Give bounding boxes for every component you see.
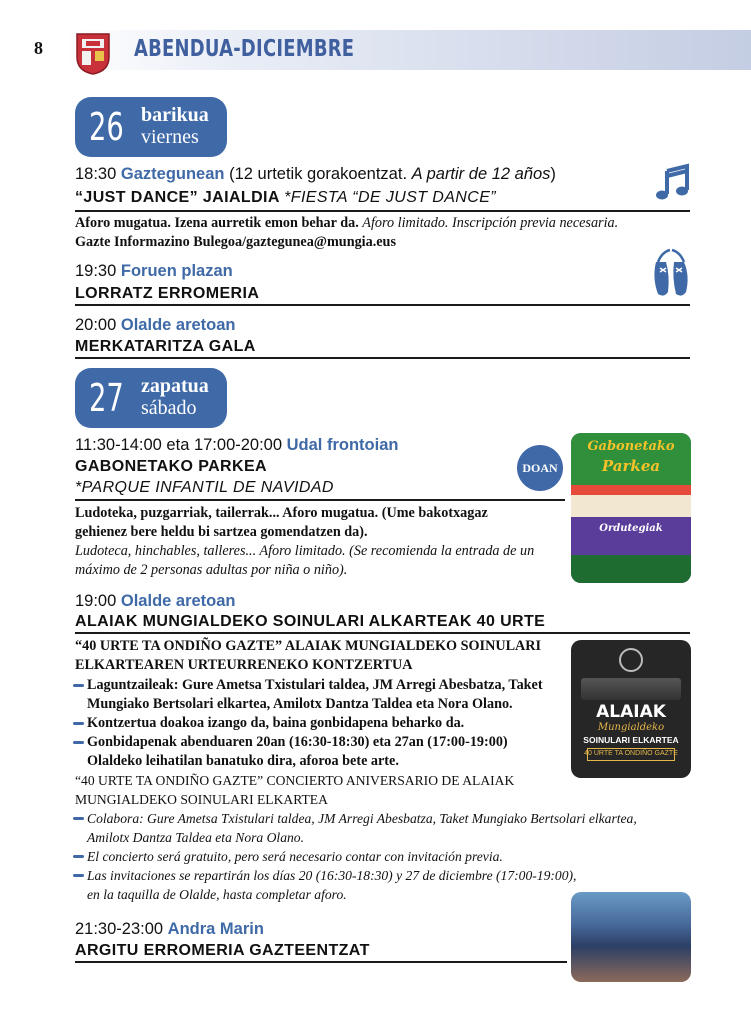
- bullet-text: [87, 847, 503, 866]
- page-number: 8: [34, 38, 43, 58]
- bullet-text: [87, 733, 508, 752]
- music-note-icon: [653, 163, 693, 203]
- day-badge-26: [75, 97, 227, 157]
- event-note: [75, 214, 618, 233]
- desc-es-line: [75, 542, 534, 561]
- event-title: [75, 189, 496, 207]
- alaiak-concert-poster: [571, 640, 691, 778]
- bullet-marker: [73, 684, 84, 687]
- event-time: 18:30: [75, 165, 117, 183]
- weekday-es: sábado: [141, 397, 197, 419]
- age-note-close: ): [550, 165, 556, 183]
- bullet-text-es: Colabora: Gure Ametsa Txistulari taldea, JM Arregi Abesbatza, Taket Mungiako Bertsolari elkartea,: [87, 811, 637, 826]
- event-place: Foruen plazan: [120, 262, 233, 280]
- event-title-eu: “JUST DANCE” JAIALDIA: [75, 189, 280, 206]
- event-title-es: *PARQUE INFANTIL DE NAVIDAD: [75, 479, 334, 496]
- event-time-line: [75, 592, 236, 611]
- free-badge: DOAN: [517, 445, 563, 491]
- event-title: LORRATZ ERROMERIA: [75, 285, 260, 302]
- event-time: 11:30-14:00 eta 17:00-20:00: [75, 436, 283, 454]
- event-time-line: [75, 316, 236, 335]
- poster-tag: 40 URTE TA ONDIÑO GAZTE: [584, 750, 678, 757]
- bullet-text: [87, 676, 543, 695]
- day-number: 27: [89, 376, 124, 420]
- town-crest-icon: [74, 31, 112, 75]
- christmas-park-poster: [571, 433, 691, 583]
- event-time-line: [75, 262, 233, 281]
- bullet-text: [87, 695, 513, 714]
- contact-text: Gazte Informazino Bulegoa/gaztegunea@mungia.eus: [75, 234, 396, 250]
- concert-heading-es: “40 URTE TA ONDIÑO GAZTE” CONCIERTO ANIVERSARIO DE ALAIAK: [75, 773, 515, 788]
- day-badge-27: [75, 368, 227, 428]
- bullet-text: [87, 885, 347, 904]
- event-time-line: [75, 165, 556, 184]
- poster-title: ALAIAK: [596, 702, 666, 722]
- note-eu: Aforo mugatua. Izena aurretik emon behar da.: [75, 215, 359, 231]
- event-time-line: [75, 436, 398, 455]
- weekday-eu: barikua: [141, 104, 209, 126]
- bullet-marker: [73, 855, 84, 858]
- note-es: Aforo limitado. Inscripción previa necesaria.: [362, 215, 619, 231]
- concert-heading-eu: [75, 656, 412, 675]
- concert-heading-es: MUNGIALDEKO SOINULARI ELKARTEA: [75, 792, 328, 807]
- bullet-text-es: El concierto será gratuito, pero será necesario contar con invitación previa.: [87, 849, 503, 864]
- bullet-marker: [73, 874, 84, 877]
- bullet-marker: [73, 722, 84, 725]
- bullet-text: [87, 714, 464, 733]
- divider: [75, 961, 567, 963]
- poster-subtitle: Ordutegiak: [599, 523, 663, 534]
- event-time: 20:00: [75, 316, 117, 334]
- day-number: 26: [89, 105, 124, 149]
- poster-subtitle: SOINULARI ELKARTEA: [583, 735, 679, 745]
- poster-emblem-icon: [619, 648, 643, 672]
- event-title: ALAIAK MUNGIALDEKO SOINULARI ALKARTEAK 40 URTE: [75, 613, 546, 630]
- bullet-text-eu: Laguntzaileak: Gure Ametsa Txistulari taldea, JM Arregi Abesbatza, Taket: [87, 677, 543, 693]
- bullet-text-eu: Kontzertua doakoa izango da, baina gonbidapena beharko da.: [87, 715, 465, 731]
- heading-text: ELKARTEAREN URTEURRENEKO KONTZERTUA: [75, 657, 413, 673]
- desc-eu-line: [75, 504, 488, 523]
- desc-es-text: Ludoteca, hinchables, talleres... Aforo limitado. (Se recomienda la entrada de un: [75, 543, 535, 559]
- bullet-text: [87, 866, 576, 885]
- event-place: Udal frontoian: [286, 436, 399, 454]
- divider: [75, 210, 690, 212]
- age-note: (12 urtetik gorakoentzat.: [229, 165, 412, 183]
- heading-text: “40 URTE TA ONDIÑO GAZTE” ALAIAK MUNGIALDEKO SOINULARI: [75, 638, 542, 654]
- bullet-text: [87, 828, 304, 847]
- event-contact: [75, 233, 396, 252]
- bullet-text-eu: Olaldeko leihatilan banatuko dira, aforoa bete arte.: [87, 753, 399, 769]
- weekday-es: viernes: [141, 126, 199, 148]
- poster-title: Gabonetako: [587, 439, 675, 454]
- divider: [75, 304, 690, 306]
- age-note-es: A partir de 12 años: [411, 165, 551, 183]
- weekday-eu: zapatua: [141, 375, 209, 397]
- event-title: MERKATARITZA GALA: [75, 338, 256, 355]
- bullet-text: [87, 809, 637, 828]
- event-title: GABONETAKO PARKEA: [75, 458, 267, 475]
- month-title: ABENDUA-DICIEMBRE: [134, 36, 355, 62]
- divider: [75, 632, 690, 634]
- event-place: Olalde aretoan: [120, 592, 236, 610]
- bullet-text-eu: Gonbidapenak abenduaren 20an (16:30-18:30) eta 27an (17:00-19:00): [87, 734, 508, 750]
- event-time: 21:30-23:00: [75, 920, 164, 938]
- crowd-photo: [571, 892, 691, 982]
- event-place: Olalde aretoan: [120, 316, 236, 334]
- event-time: 19:30: [75, 262, 117, 280]
- desc-es-text: máximo de 2 personas adultas por niña o niño).: [75, 562, 348, 578]
- bullet-text-es: Amilotx Dantza Taldea eta Nora Olano.: [87, 830, 305, 845]
- poster-title: Parkea: [601, 457, 661, 475]
- divider: [75, 499, 565, 501]
- bullet-text-es: en la taquilla de Olalde, hasta completar aforo.: [87, 887, 347, 902]
- poster-photo: [581, 678, 681, 700]
- poster-script: Mungialdeko: [597, 722, 665, 733]
- bullet-text-es: Las invitaciones se repartirán los días 20 (16:30-18:30) y 27 de diciembre (17:00-19:00),: [87, 868, 577, 883]
- event-time: 19:00: [75, 592, 117, 610]
- desc-eu-text: gehienez bere heldu bi sartzea gomendatzen da).: [75, 524, 368, 540]
- event-place: Gaztegunean: [120, 165, 225, 183]
- divider: [75, 357, 690, 359]
- event-title-es: *FIESTA “DE JUST DANCE”: [284, 189, 497, 206]
- bullet-text-eu: Mungiako Bertsolari elkartea, Amilotx Dantza Taldea eta Nora Olano.: [87, 696, 513, 712]
- desc-eu-text: Ludoteka, puzgarriak, tailerrak... Aforo mugatua. (Ume bakotxagaz: [75, 505, 488, 521]
- event-place: Andra Marin: [167, 920, 264, 938]
- bullet-text: [87, 752, 399, 771]
- event-title: ARGITU ERROMERIA GAZTEENTZAT: [75, 942, 370, 959]
- bullet-marker: [73, 741, 84, 744]
- desc-eu-line: [75, 523, 368, 542]
- dance-shoes-icon: [648, 248, 694, 300]
- event-time-line: [75, 920, 264, 939]
- desc-es-line: [75, 561, 347, 580]
- bullet-marker: [73, 817, 84, 820]
- concert-heading-eu: [75, 637, 541, 656]
